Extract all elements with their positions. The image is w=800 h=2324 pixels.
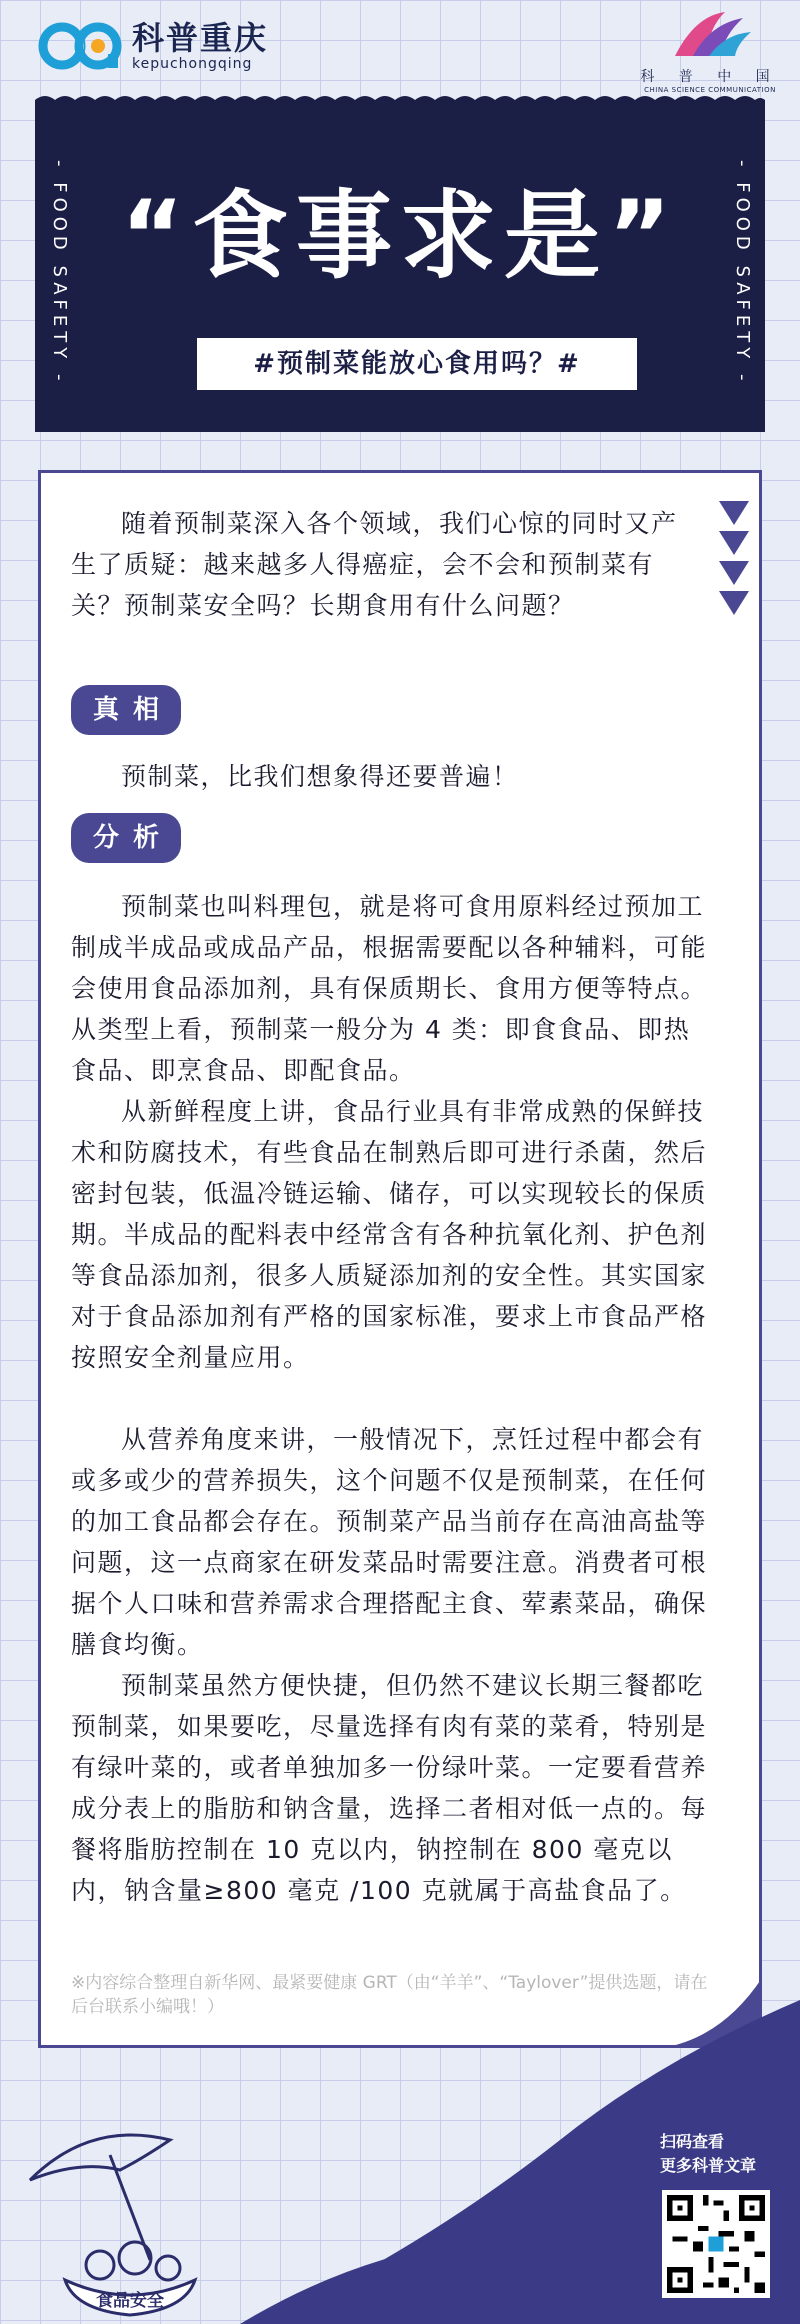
triangle-icon [719, 531, 749, 555]
science-wave-icon [665, 6, 755, 68]
triangle-icon [719, 501, 749, 525]
side-label-right: - FOOD SAFETY - [732, 160, 753, 386]
logo-english-name: kepuchongqing [132, 56, 253, 72]
food-safety-badge: 食品安全 [96, 2291, 164, 2311]
analysis-paragraph-3: 从营养角度来讲，一般情况下，烹饪过程中都会有或多或少的营养损失，这个问题不仅是预制菜，在任何的加工食品都会存在。预制菜产品当前存在高油高盐等问题，这一点商家在研发菜品时需要注意。消费者可根据个人口味和营养需求合理搭配主食、荤素菜品，确保膳食均衡。 [71, 1425, 708, 1659]
main-title: “食事求是” [120, 180, 680, 292]
food-safety-umbrella-icon [20, 2110, 240, 2320]
scan-line-1: 扫码查看 [660, 2132, 725, 2151]
qr-code[interactable] [662, 2190, 770, 2298]
analysis-paragraph-4: 预制菜虽然方便快捷，但仍然不建议长期三餐都吃预制菜，如果要吃，尽量选择有肉有菜的菜肴，特别是有绿叶菜的，或者单独加多一份绿叶菜。一定要看营养成分表上的脂肪和钠含量，选择二者相对低一点的。每餐将脂肪控制在 10 克以内，钠控制在 800 毫克以内，钠含量≥800 毫克 /100 克就属于高盐食品了。 [71, 1671, 708, 1905]
analysis-tag: 分析 [71, 813, 181, 863]
intro-paragraph: 随着预制菜深入各个领域，我们心惊的同时又产生了质疑：越来越多人得癌症，会不会和预制菜有关？预制菜安全吗？长期食用有什么问题？ [71, 509, 678, 620]
partner-chinese-name: 科 普 中 国 [640, 69, 780, 85]
kepu-chongqing-logo [38, 20, 268, 72]
analysis-paragraph-2: 从新鲜程度上讲，食品行业具有非常成熟的保鲜技术和防腐技术，有些食品在制熟后即可进行杀菌，然后密封包装，低温冷链运输、储存，可以实现较长的保质期。半成品的配料表中经常含有各种抗氧化剂、护色剂等食品添加剂，很多人质疑添加剂的安全性。其实国家对于食品添加剂有严格的国家标准，要求上市食品严格按照安全剂量应用。 [71, 1097, 708, 1372]
truth-tag: 真相 [71, 685, 181, 735]
china-science-communication-logo [640, 6, 780, 94]
partner-english-name: CHINA SCIENCE COMMUNICATION [644, 86, 776, 94]
triangle-decoration [719, 501, 749, 621]
title-banner [35, 100, 765, 432]
banner-scallop-edge [35, 92, 765, 108]
triangle-icon [719, 591, 749, 615]
truth-text: 预制菜，比我们想象得还要普遍！ [121, 762, 519, 791]
subtitle-hashtag: #预制菜能放心食用吗？# [197, 338, 637, 390]
kepu-logo-icon [38, 20, 124, 72]
scan-prompt [660, 2130, 756, 2178]
source-footnote: ※内容综合整理自新华网、最紧要健康 GRT（由“羊羊”、“Taylover”提供选题，请在后台联系小编哦！） [71, 1973, 708, 2017]
triangle-icon [719, 561, 749, 585]
logo-chinese-name: 科普重庆 [132, 19, 269, 57]
side-label-left: - FOOD SAFETY - [49, 160, 70, 386]
article-card [38, 470, 762, 2048]
scan-line-2: 更多科普文章 [660, 2156, 757, 2175]
analysis-paragraph-1: 预制菜也叫料理包，就是将可食用原料经过预加工制成半成品或成品产品，根据需要配以各种辅料，可能会使用食品添加剂，具有保质期长、食用方便等特点。从类型上看，预制菜一般分为 4 类：即食食品、即热食品、即烹食品、即配食品。 [71, 892, 708, 1085]
